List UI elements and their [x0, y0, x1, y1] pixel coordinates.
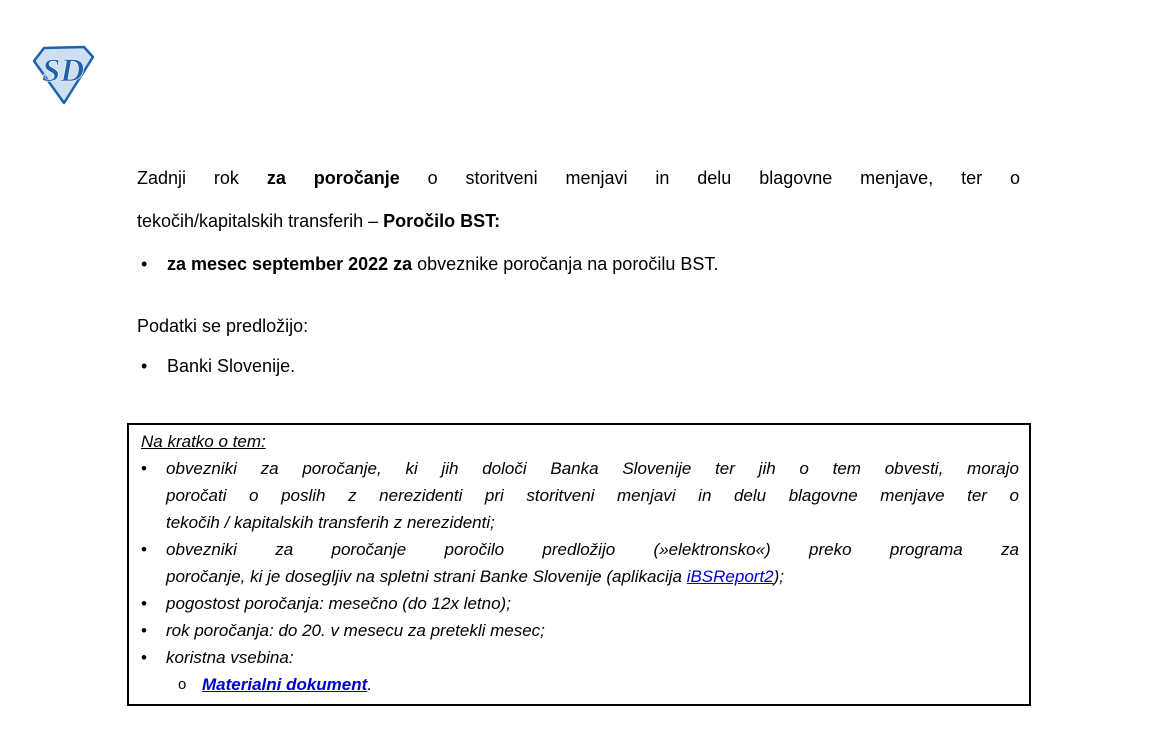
- intro-line-1: [137, 157, 1020, 200]
- summary-bullet-text: rok poročanja: do 20. v mesecu za pretekli mesec;: [166, 621, 545, 640]
- summary-bullet-submission: [141, 536, 1019, 590]
- intro-line-2: [137, 200, 1020, 243]
- summary-bullet-text: koristna vsebina:: [166, 648, 294, 667]
- summary-line: obvezniki za poročanje, ki jih določi Banka Slovenije ter jih o tem obvesti, morajo: [166, 459, 1019, 478]
- intro-text: Zadnji rok: [137, 168, 267, 188]
- bullet-dot-icon: •: [141, 254, 148, 274]
- intro-bold-text: Poročilo BST:: [383, 211, 501, 231]
- bullet-dot-icon: •: [141, 648, 147, 667]
- intro-text: tekočih/kapitalskih transferih –: [137, 211, 384, 231]
- summary-bullet-obligors: [141, 455, 1019, 536]
- summary-bullet-text: [166, 455, 1019, 536]
- summary-box: [127, 423, 1031, 706]
- logo-letters: SD: [42, 53, 85, 89]
- bullet-dot-icon: •: [141, 459, 147, 478]
- deadline-bold-text: za mesec september 2022 za: [167, 254, 413, 274]
- bullet-dot-icon: •: [141, 621, 147, 640]
- intro-paragraph: [137, 157, 1020, 243]
- material-document-link[interactable]: Materialni dokument: [202, 675, 368, 694]
- deadline-bullet-text: [167, 250, 1021, 278]
- summary-bullet-useful-content: [141, 644, 1019, 671]
- summary-bullet-frequency: [141, 590, 1019, 617]
- deadline-regular-text: obveznike poročanja na poročilu BST.: [412, 254, 719, 274]
- circle-bullet-icon: o: [178, 676, 187, 693]
- material-document-item: [178, 671, 1019, 698]
- bullet-dot-icon: •: [141, 356, 148, 376]
- summary-text: );: [773, 567, 785, 586]
- bullet-dot-icon: •: [141, 540, 147, 559]
- summary-line: poročati o poslih z nerezidenti pri storitveni menjavi in delu blagovne menjave ter o: [166, 486, 1019, 505]
- intro-text: o storitveni menjavi in delu blagovne menjave, ter o: [399, 168, 1020, 188]
- ibsreport2-link[interactable]: iBSReport2: [686, 567, 774, 586]
- submit-bullet: [141, 352, 1021, 380]
- sd-diamond-logo: [31, 44, 97, 106]
- period-text: .: [367, 675, 373, 694]
- summary-bullet-text: pogostost poročanja: mesečno (do 12x letno);: [166, 594, 511, 613]
- summary-bullet-deadline: [141, 617, 1019, 644]
- summary-text: poročanje, ki je dosegljiv na spletni strani Banke Slovenije (aplikacija: [166, 567, 687, 586]
- summary-bullet-text: [166, 536, 1019, 590]
- bullet-dot-icon: •: [141, 594, 147, 613]
- material-document-text: [202, 671, 372, 698]
- intro-bold-text: za poročanje: [266, 168, 400, 188]
- deadline-bullet: [141, 250, 1021, 278]
- submit-bullet-text: Banki Slovenije.: [167, 356, 296, 376]
- summary-line: tekočih / kapitalskih transferih z nerezidenti;: [166, 513, 495, 532]
- summary-line: [166, 563, 1019, 590]
- summary-line: obvezniki za poročanje poročilo predložijo (»elektronsko«) preko programa za: [166, 540, 1019, 559]
- submit-heading: Podatki se predložijo:: [137, 316, 309, 336]
- summary-box-title: Na kratko o tem:: [141, 432, 266, 451]
